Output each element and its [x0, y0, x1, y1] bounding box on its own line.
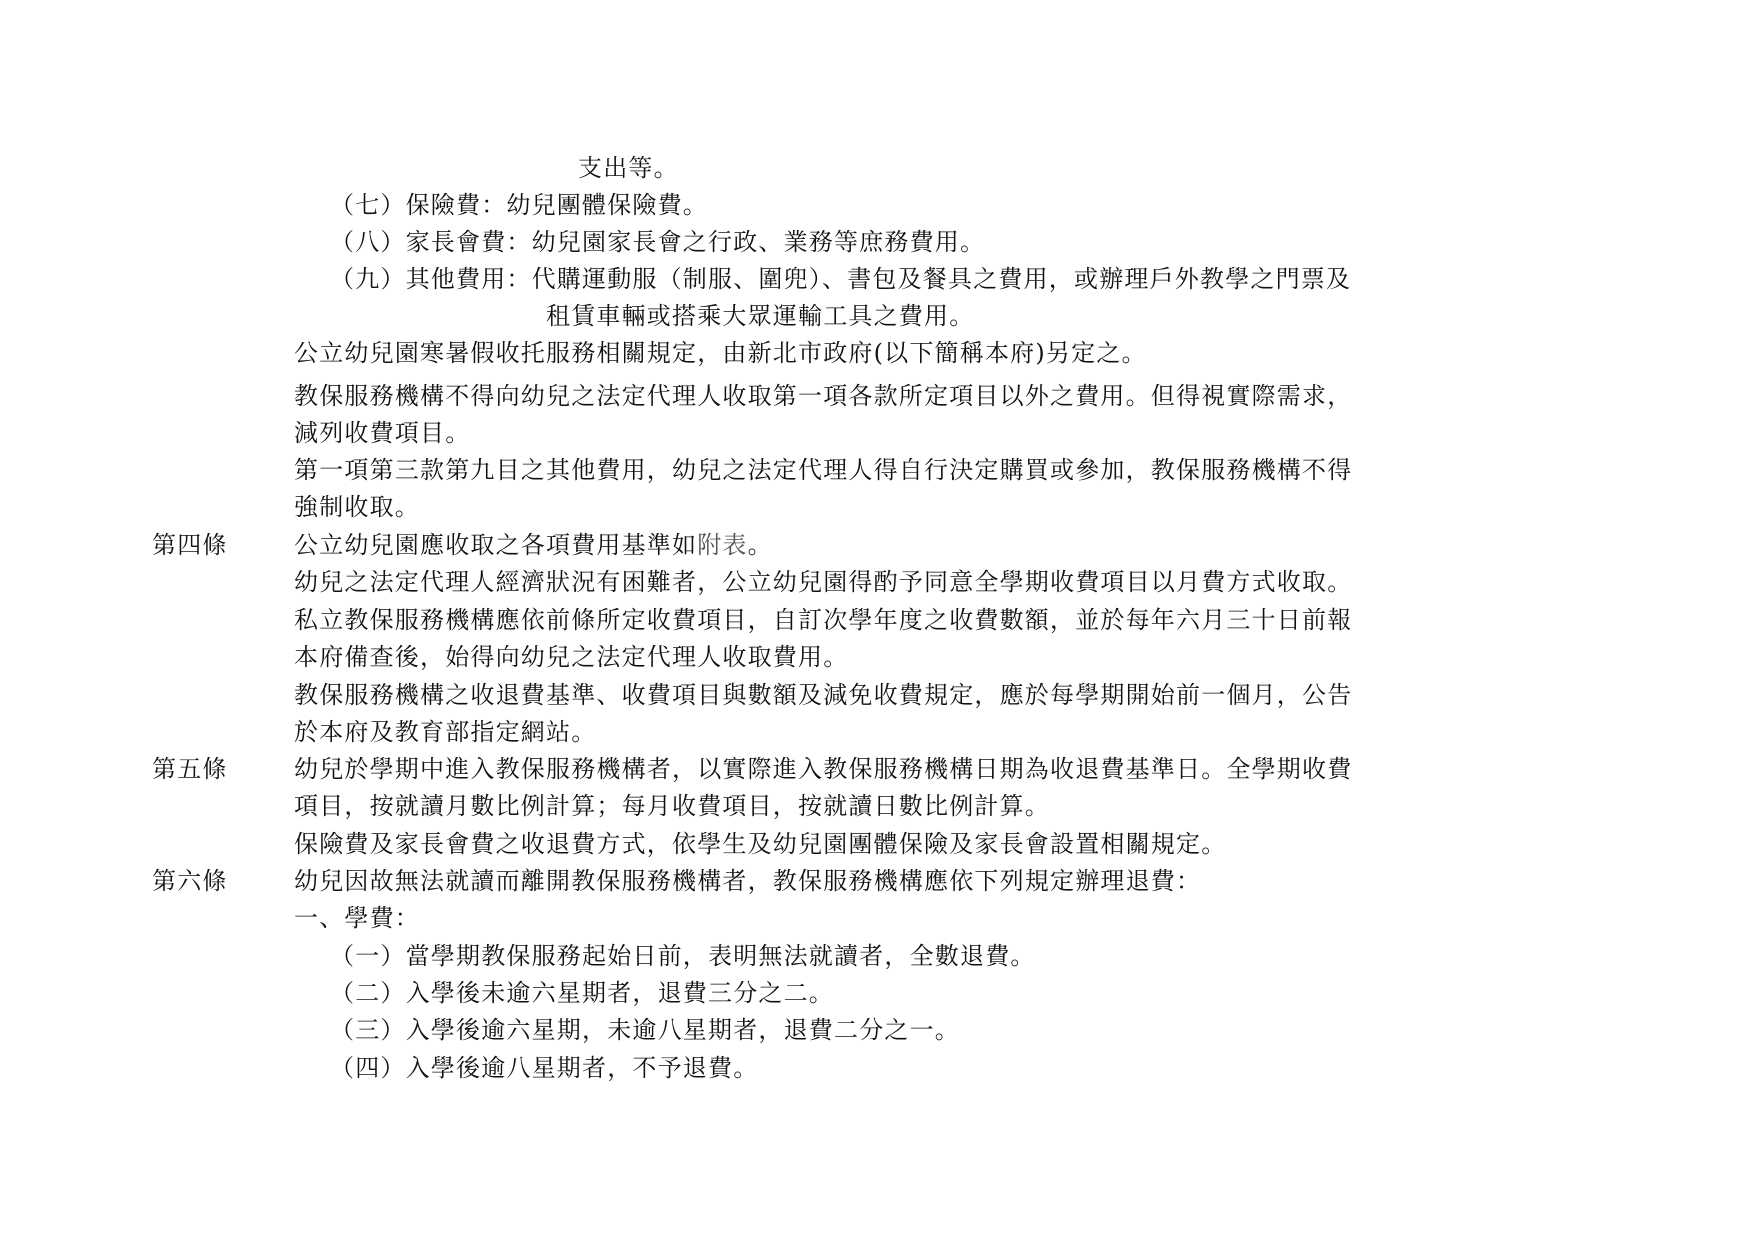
text-line: 公立幼兒園寒暑假收托服務相關規定，由新北市政府(以下簡稱本府)另定之。	[294, 339, 1147, 367]
text-line: （九）其他費用：代購運動服（制服、圍兜）、書包及餐具之費用，或辦理戶外教學之門票及	[330, 265, 1352, 293]
article-label-6: 第六條	[152, 867, 228, 895]
text-segment: 公立幼兒園應收取之各項費用基準如	[294, 531, 698, 559]
text-line: 幼兒因故無法就讀而離開教保服務機構者，教保服務機構應依下列規定辦理退費：	[294, 867, 1202, 895]
text-line: 項目，按就讀月數比例計算；每月收費項目，按就讀日數比例計算。	[294, 792, 1050, 820]
text-line: （八）家長會費：幼兒園家長會之行政、業務等庶務費用。	[330, 228, 986, 256]
text-line: 強制收取。	[294, 493, 420, 521]
article-label-4: 第四條	[152, 531, 228, 559]
article-label-5: 第五條	[152, 755, 228, 783]
text-line	[294, 527, 773, 563]
text-line: 於本府及教育部指定網站。	[294, 718, 597, 746]
text-line: 幼兒於學期中進入教保服務機構者，以實際進入教保服務機構日期為收退費基準日。全學期收費	[294, 755, 1353, 783]
text-line: 第一項第三款第九目之其他費用，幼兒之法定代理人得自行決定購買或參加，教保服務機構不得	[294, 456, 1353, 484]
text-line: （三）入學後逾六星期，未逾八星期者，退費二分之一。	[330, 1016, 960, 1044]
text-line: 租賃車輛或搭乘大眾運輸工具之費用。	[546, 302, 975, 330]
text-line: 本府備查後，始得向幼兒之法定代理人收取費用。	[294, 643, 849, 671]
text-line: 私立教保服務機構應依前條所定收費項目，自訂次學年度之收費數額，並於每年六月三十日前報	[294, 606, 1353, 634]
text-line: （四）入學後逾八星期者，不予退費。	[330, 1054, 759, 1082]
text-line: 支出等。	[578, 154, 679, 182]
text-line: （七）保險費：幼兒團體保險費。	[330, 191, 708, 219]
text-line: 教保服務機構不得向幼兒之法定代理人收取第一項各款所定項目以外之費用。但得視實際需求，	[294, 382, 1353, 410]
text-line: 保險費及家長會費之收退費方式，依學生及幼兒園團體保險及家長會設置相關規定。	[294, 830, 1227, 858]
text-segment: 。	[747, 531, 773, 559]
text-line: 教保服務機構之收退費基準、收費項目與數額及減免收費規定，應於每學期開始前一個月，公告	[294, 681, 1353, 709]
text-line: 減列收費項目。	[294, 419, 471, 447]
text-line: （二）入學後未逾六星期者，退費三分之二。	[330, 979, 834, 1007]
text-line: 一、學費：	[294, 904, 420, 932]
text-line: 幼兒之法定代理人經濟狀況有困難者，公立幼兒園得酌予同意全學期收費項目以月費方式收取。	[294, 568, 1353, 596]
text-line: （一）當學期教保服務起始日前，表明無法就讀者，全數退費。	[330, 942, 1036, 970]
appendix-reference: 附表	[697, 531, 748, 559]
